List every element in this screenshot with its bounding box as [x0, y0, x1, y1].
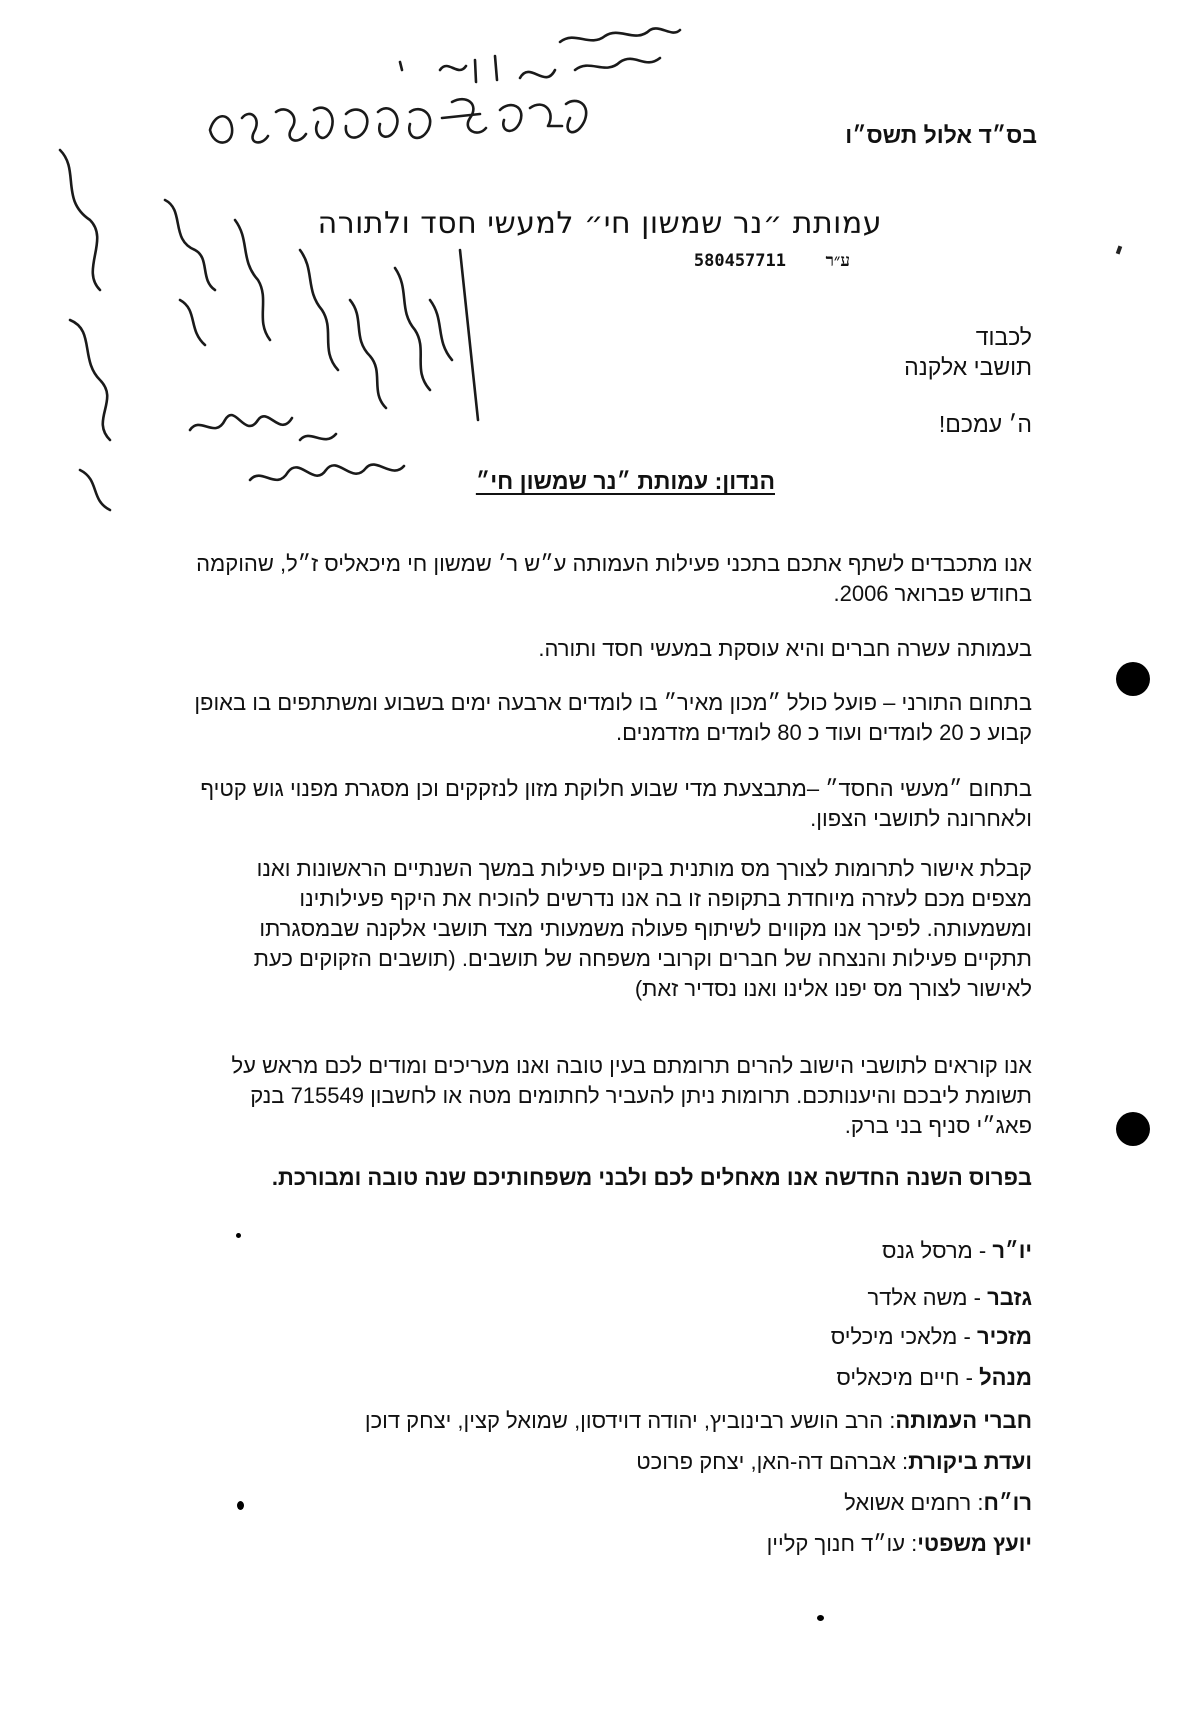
- signatory-row: [844, 1488, 1032, 1518]
- signatory-row: [868, 1283, 1032, 1313]
- organization-name: עמותת ״נר שמשון חי״ למעשי חסד ולתורה: [317, 206, 882, 241]
- signatory-row: [767, 1529, 1032, 1559]
- paragraph-donations: אנו קוראים לתושבי הישוב להרים תרומתם בעין טובה ואנו מעריכים ומודים לכם מראש על תשומת ליבכם והיענותכם. תרומות ניתן להעביר לחתומים מטה או לחשבון 715549 בנק פאג״י סניף בני ברק.: [231, 1053, 1032, 1138]
- signatory-row: [836, 1363, 1032, 1393]
- signatory-separator: -: [957, 1324, 977, 1349]
- ink-speck: [817, 1615, 824, 1621]
- addressee-line-1: לכבוד: [975, 324, 1032, 350]
- signatory-row: [831, 1322, 1032, 1352]
- greeting: ה׳ עמכם!: [938, 411, 1032, 437]
- signatory-title: ועדת ביקורת: [908, 1449, 1032, 1474]
- signatory-title: יועץ משפטי: [917, 1531, 1032, 1556]
- signatory-names: חיים מיכאליס: [836, 1365, 960, 1390]
- ink-speck: [236, 1233, 241, 1238]
- signatory-names: עו״ד חנוך קליין: [766, 1531, 906, 1556]
- signatory-separator: :: [905, 1531, 918, 1556]
- signatory-names: רחמים אשואל: [844, 1490, 972, 1515]
- signatory-separator: :: [895, 1449, 909, 1474]
- paragraph-intro: אנו מתכבדים לשתף אתכם בתכני פעילות העמותה ע״ש ר׳ שמשון חי מיכאליס ז״ל, שהוקמה בחודש פברואר 2006.: [196, 551, 1032, 606]
- signatory-title: מנהל: [979, 1365, 1032, 1390]
- signatory-names: מרסל גנס: [882, 1238, 973, 1263]
- paragraph-members: בעמותה עשרה חברים והיא עוסקת במעשי חסד ותורה.: [538, 636, 1032, 661]
- registration-label: ע״ר: [825, 251, 850, 271]
- signatory-title: מזכיר: [976, 1324, 1032, 1349]
- signatory-names: משה אלדר: [867, 1285, 968, 1310]
- hole-punch-mark: [1116, 1112, 1150, 1146]
- signatory-title: יו״ר: [992, 1238, 1032, 1263]
- hole-punch-mark: [1116, 662, 1150, 696]
- signatory-names: הרב הושע רבינוביץ, יהודה דוידסון, שמואל קצין, יצחק דוכן: [364, 1408, 884, 1433]
- signatory-row: [365, 1406, 1032, 1436]
- signatory-title: חברי העמותה: [895, 1408, 1032, 1433]
- signatory-separator: -: [959, 1365, 980, 1390]
- signatory-row: [636, 1447, 1032, 1477]
- addressee-line-2: תושבי אלקנה: [904, 354, 1032, 380]
- letter-date: בס״ד אלול תשס״ו: [845, 122, 1037, 148]
- paragraph-chesed: בתחום ״מעשי החסד״ –מתבצעת מדי שבוע חלוקת מזון לנזקקים וכן מסגרת מפנוי גוש קטיף ולאחרונה לתושבי הצפון.: [200, 776, 1032, 831]
- signatory-title: גזבר: [987, 1285, 1032, 1310]
- signatory-names: מלאכי מיכליס: [830, 1324, 958, 1349]
- registration-number: 580457711: [693, 251, 786, 271]
- subject-line: הנדון: עמותת ״נר שמשון חי״: [475, 468, 775, 494]
- signatory-separator: :: [971, 1490, 984, 1515]
- stray-mark: [1116, 246, 1122, 255]
- paragraph-torah: בתחום התורני – פועל כולל ״מכון מאיר״ בו לומדים ארבעה ימים בשבוע ומשתתפים בו באופן קבוע כ 20 לומדים ועוד כ 80 לומדים מזדמנים.: [194, 690, 1032, 745]
- signatory-separator: -: [972, 1238, 993, 1263]
- ink-speck: [237, 1501, 244, 1510]
- signatory-separator: :: [883, 1408, 896, 1433]
- signatory-title: רו״ח: [983, 1490, 1032, 1515]
- paragraph-tax-approval: קבלת אישור לתרומות לצורך מס מותנית בקיום פעילות במשך השנתיים הראשונות ואנו מצפים מכם לעזרה מיוחדת בתקופה זו בה אנו נדרשים להוכיח את היקף פעילותינו ומשמעותה. לפיכך אנו מקווים לשיתוף פעולה משמעותי מצד תושבי אלקנה שבמסגרתו תתקיים פעילות והנצחה של חברים וקרובי משפחה של תושבים. (תושבים הזקוקים כעת לאישור לצורך מס יפנו אלינו ואנו נסדיר זאת): [253, 856, 1032, 1001]
- signatory-separator: -: [967, 1285, 988, 1310]
- signatory-row: [882, 1236, 1032, 1266]
- signatory-names: אברהם דה-האן, יצחק פרוכט: [636, 1449, 896, 1474]
- new-year-greeting: בפרוס השנה החדשה אנו מאחלים לכם ולבני משפחותיכם שנה טובה ומבורכת.: [271, 1165, 1032, 1190]
